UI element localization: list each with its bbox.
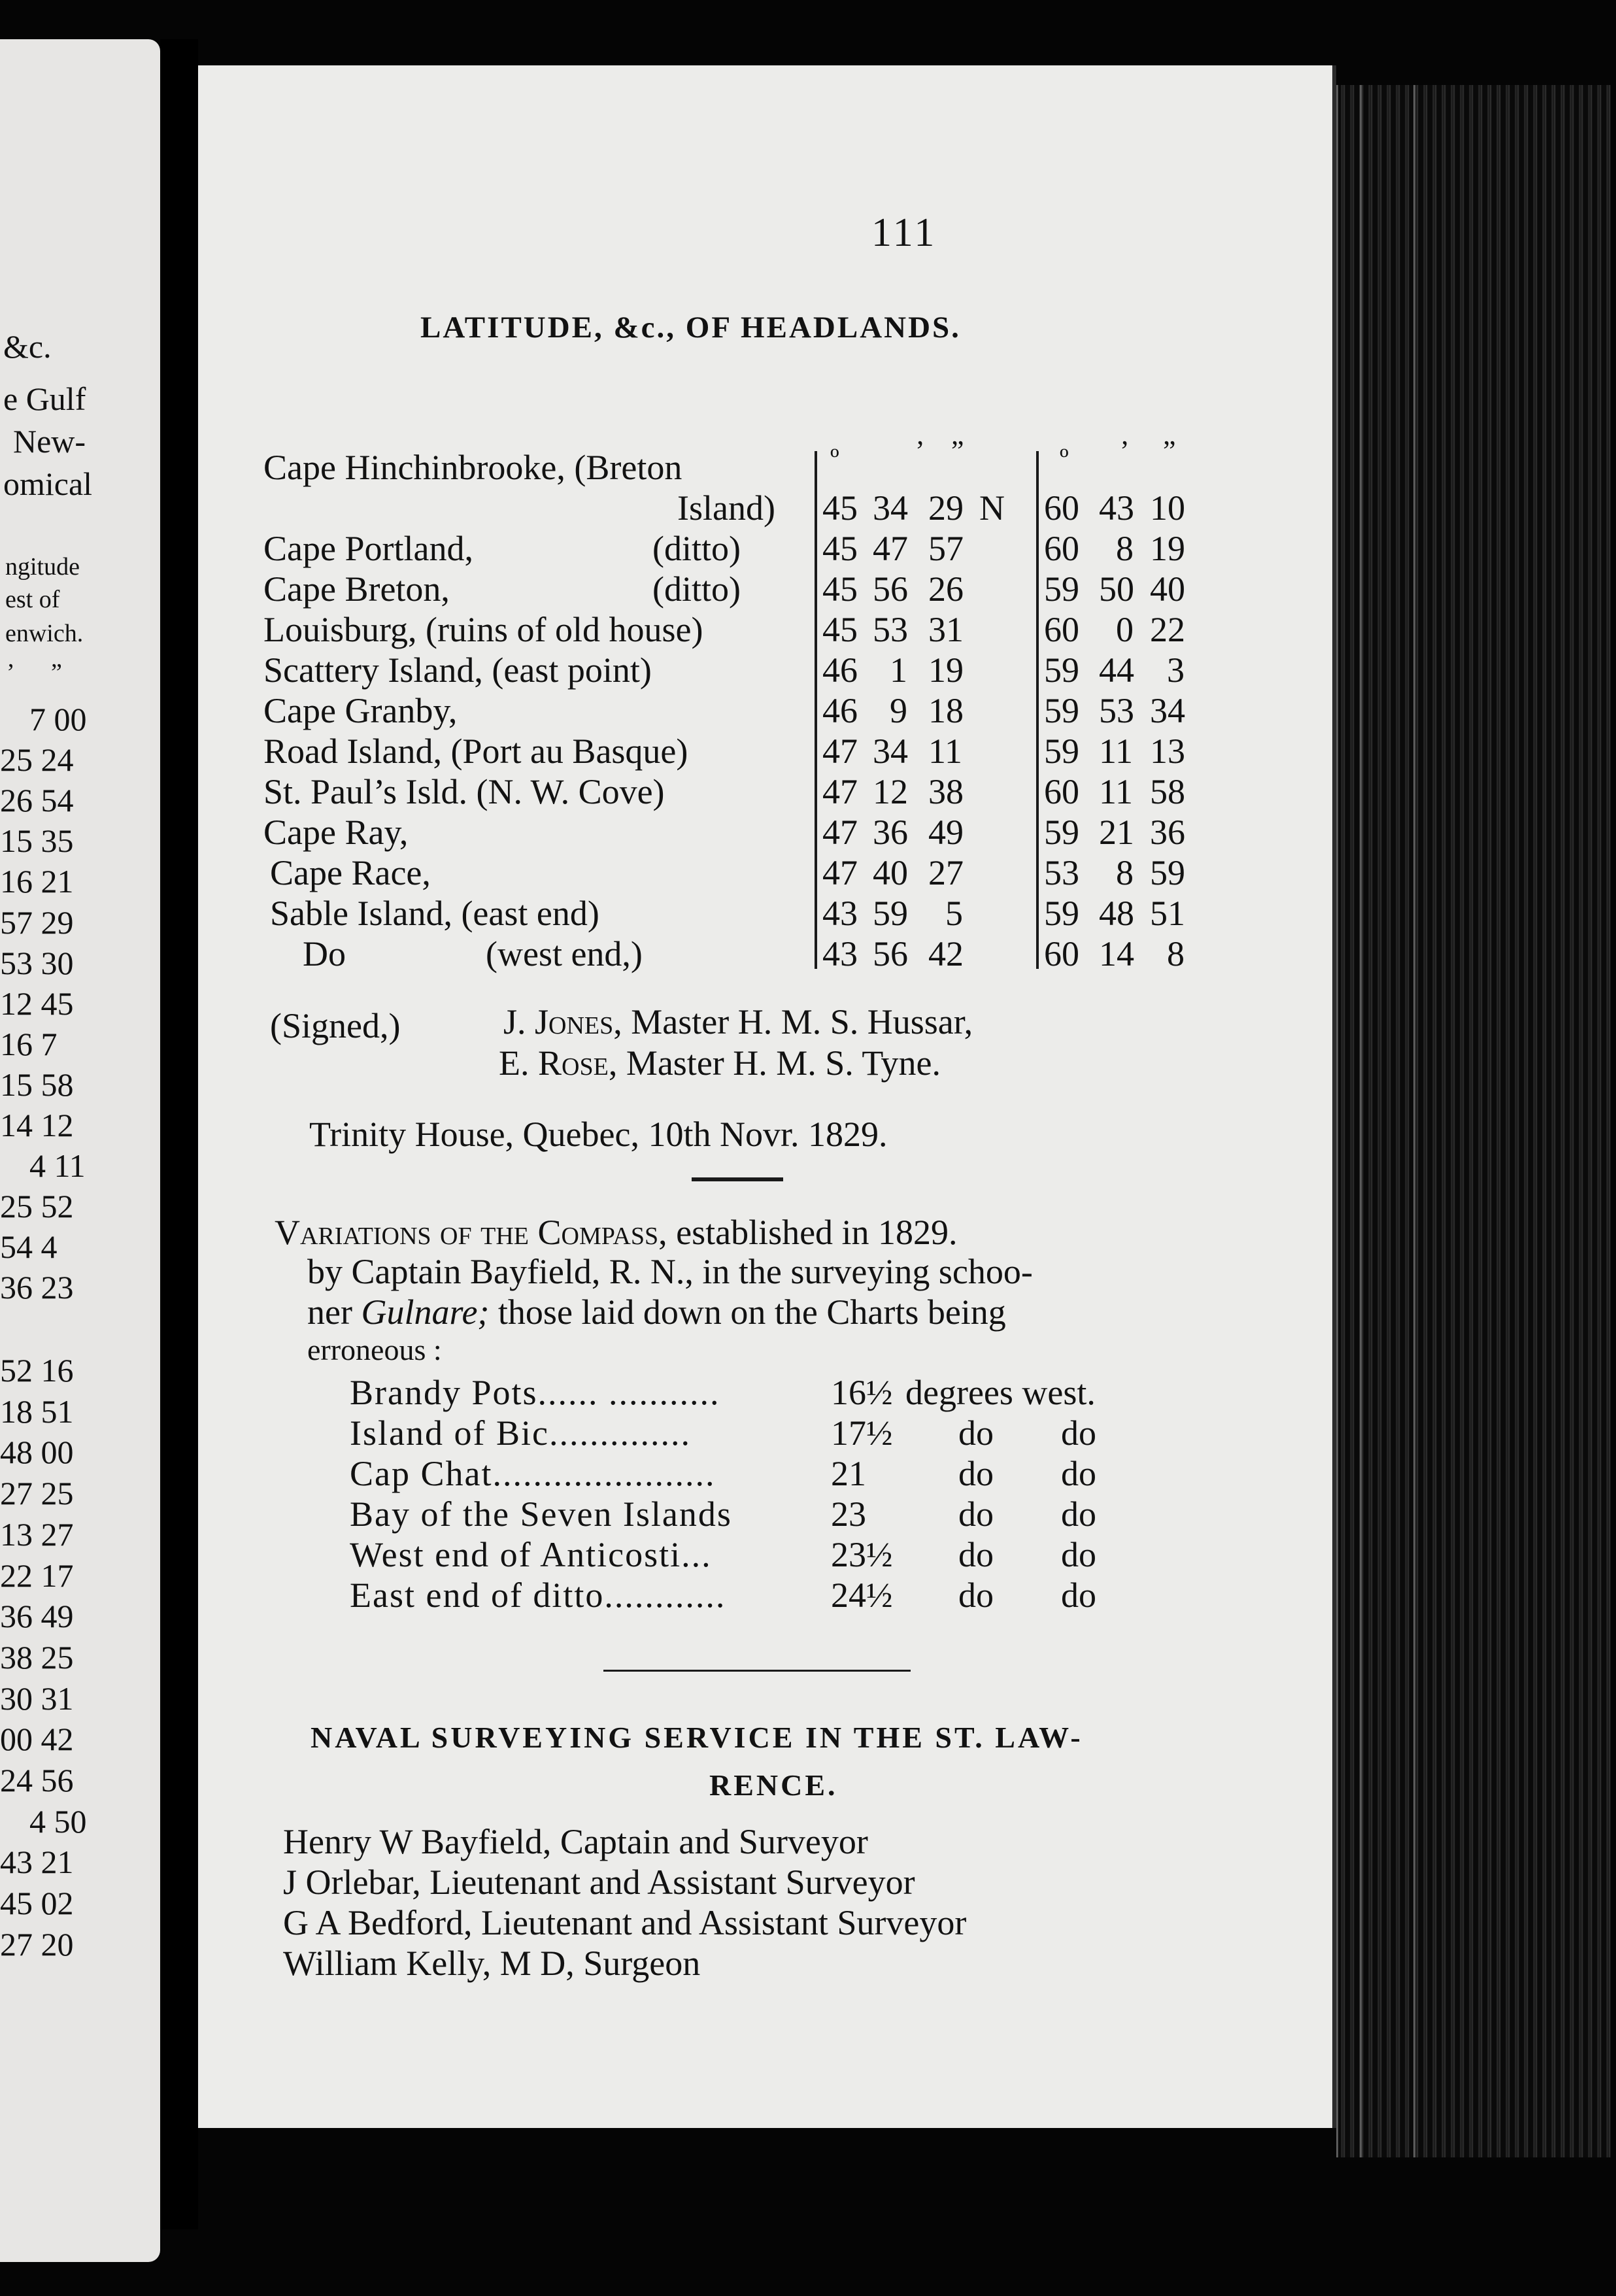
headland-name: Scattery Island, (east point) [263,650,652,690]
naval-service-title-line2: RENCE. [709,1768,838,1802]
variation-ditto: do [958,1535,994,1574]
left-page-column-header: ngitude [5,553,80,581]
left-page-value: 57 29 [0,903,74,941]
left-page-unit-mark: ’ [7,659,15,686]
longitude-value: 60 [1044,934,1079,973]
staff-member: Henry W Bayfield, Captain and Surveyor [283,1822,868,1861]
latitude-value: 43 [822,934,858,973]
longitude-value: 53 [1044,853,1079,892]
variation-degrees: 17½ [831,1413,893,1453]
longitude-value: 10 [1150,488,1185,528]
latitude-value: 59 [873,894,908,933]
headland-name: Louisburg, (ruins of old house) [263,610,703,649]
left-page-value: 54 4 [0,1228,58,1266]
latitude-value: 19 [928,650,964,690]
longitude-value: 22 [1150,610,1185,649]
longitude-value: 59 [1044,650,1079,690]
staff-member: G A Bedford, Lieutenant and Assistant Surveyor [283,1903,967,1942]
headlands-title: LATITUDE, &c., OF HEADLANDS. [420,311,961,345]
longitude-value: 51 [1150,894,1185,933]
left-page-fragment [0,39,160,2262]
latitude-value: 34 [873,488,908,528]
left-page-value: 24 56 [0,1762,74,1798]
left-page-value: 36 23 [0,1269,74,1306]
longitude-value: 8 [1116,529,1134,568]
left-page-value: 15 35 [0,822,74,860]
long-deg-mark: º [1060,443,1069,475]
longitude-value: 43 [1099,488,1134,528]
left-page-value: 48 00 [0,1434,74,1471]
latitude-value: 38 [928,772,964,811]
latitude-value: 47 [822,732,858,771]
variation-ditto: do [1061,1413,1096,1453]
headland-note: (west end,) [486,934,643,973]
variation-ditto: do [958,1494,994,1534]
variation-place: Brandy Pots...... ........... [350,1373,720,1412]
latitude-value: 27 [928,853,964,892]
left-page-value: 26 54 [0,782,74,819]
longitude-value: 36 [1150,813,1185,852]
variations-line3: ner Gulnare; those laid down on the Charts being [307,1292,1006,1332]
latitude-value: 29 [928,488,964,528]
latitude-value: 26 [928,569,964,609]
latitude-value: 1 [890,650,907,690]
left-page-value: 00 42 [0,1721,74,1758]
variation-place: West end of Anticosti... [350,1535,712,1574]
longitude-value: 60 [1044,610,1079,649]
latitude-value: 49 [928,813,964,852]
longitude-value: 0 [1116,610,1134,649]
variation-ditto: do [1061,1576,1096,1615]
naval-service-title-line1: NAVAL SURVEYING SERVICE IN THE ST. LAW- [311,1721,1083,1754]
left-page-column-header: est of [5,586,60,613]
longitude-value: 11 [1099,772,1133,811]
longitude-value: 60 [1044,772,1079,811]
staff-member: J Orlebar, Lieutenant and Assistant Surveyor [283,1863,915,1902]
longitude-value: 48 [1099,894,1134,933]
longitude-value: 8 [1167,934,1185,973]
variation-degrees: 16½ [831,1373,893,1412]
latitude-value: 46 [822,650,858,690]
latitude-value: 43 [822,894,858,933]
headland-name: Road Island, (Port au Basque) [263,732,688,771]
longitude-value: 50 [1099,569,1134,609]
left-page-value: 4 50 [29,1802,87,1840]
left-page-column-header: enwich. [5,620,84,647]
longitude-value: 59 [1044,894,1079,933]
variation-ditto: do [958,1413,994,1453]
headland-name: Sable Island, (east end) [270,894,599,933]
latitude-value: 42 [928,934,964,973]
latitude-value: 45 [822,610,858,649]
left-page-value: 4 11 [29,1147,86,1185]
lat-column-rule [815,451,817,969]
headland-name: Cape Hinchinbrooke, (Breton [263,448,682,487]
left-page-value: 45 02 [0,1885,74,1922]
main-page [198,65,1336,2128]
variations-line4: erroneous : [307,1333,442,1366]
latitude-value: 12 [873,772,908,811]
variation-degrees: 23½ [831,1535,893,1574]
left-page-value: 30 31 [0,1680,74,1717]
headland-name: Cape Breton, [263,569,450,609]
long-min-mark: ’ [1120,435,1130,467]
longitude-value: 59 [1044,569,1079,609]
longitude-value: 59 [1150,853,1185,892]
variations-line2: by Captain Bayfield, R. N., in the surveying schoo- [307,1252,1033,1291]
variations-heading: Variations of the Compass, established in 1829. [275,1213,958,1252]
place-date-line: Trinity House, Quebec, 10th Novr. 1829. [309,1115,888,1154]
latitude-value: 53 [873,610,908,649]
longitude-value: 8 [1116,853,1134,892]
left-page-value: 38 25 [0,1638,74,1676]
variation-place: Island of Bic.............. [350,1413,691,1453]
lat-min-mark: ’ [915,435,925,467]
latitude-value: 11 [928,732,962,771]
variation-direction: degrees west. [905,1373,1096,1412]
latitude-value: 56 [873,569,908,609]
left-page-value: 36 49 [0,1598,74,1635]
lat-sec-mark: ” [951,435,964,467]
variation-place: Bay of the Seven Islands [350,1494,732,1534]
longitude-value: 58 [1150,772,1185,811]
latitude-value: 47 [822,772,858,811]
variation-ditto: do [1061,1535,1096,1574]
left-page-value: 52 16 [0,1352,74,1389]
left-page-value: 7 00 [29,701,87,737]
headland-name: Cape Portland, [263,529,473,568]
longitude-value: 19 [1150,529,1185,568]
variation-ditto: do [1061,1494,1096,1534]
left-page-value: 14 12 [0,1107,74,1143]
left-page-value: 15 58 [0,1066,74,1103]
latitude-value: 31 [928,610,964,649]
headland-name: Cape Ray, [263,813,409,852]
headland-name: Cape Granby, [263,691,458,730]
latitude-value: 18 [928,691,964,730]
left-page-value: 18 51 [0,1393,74,1430]
left-page-heading-fragment: e Gulf [3,380,86,417]
signatory-rose: E. Rose, Master H. M. S. Tyne. [499,1043,941,1083]
left-page-heading-fragment: omical [3,465,93,502]
headland-name: Do [303,934,346,973]
long-column-rule [1036,451,1039,969]
left-page-value: 53 30 [0,944,74,981]
variation-degrees: 23 [831,1494,866,1534]
longitude-value: 11 [1099,732,1133,771]
latitude-value: 57 [928,529,964,568]
headland-name: St. Paul’s Isld. (N. W. Cove) [263,772,665,811]
variation-place: Cap Chat...................... [350,1454,716,1493]
short-divider [692,1177,783,1181]
variation-ditto: do [1061,1454,1096,1493]
longitude-value: 60 [1044,529,1079,568]
long-sec-mark: ” [1163,435,1176,467]
latitude-value: 47 [822,853,858,892]
variation-degrees: 24½ [831,1576,893,1615]
longitude-value: 59 [1044,813,1079,852]
latitude-value: 47 [822,813,858,852]
variation-degrees: 21 [831,1454,866,1493]
left-page-value: 13 27 [0,1515,74,1553]
left-page-value: 22 17 [0,1557,74,1594]
headland-note: (ditto) [652,529,741,568]
latitude-value: 40 [873,853,908,892]
left-page-value: 43 21 [0,1844,74,1881]
longitude-value: 3 [1167,650,1185,690]
page-fore-edge [1336,85,1611,2157]
page-number: 111 [871,211,937,255]
latitude-value: 45 [822,529,858,568]
headland-note: (ditto) [652,569,741,609]
lat-deg-mark: º [830,443,839,475]
left-page-value: 16 7 [0,1025,58,1062]
left-page-unit-mark: ” [51,659,62,686]
longitude-value: 13 [1150,732,1185,771]
left-page-value: 25 24 [0,741,74,779]
latitude-value: 45 [822,569,858,609]
signed-label: (Signed,) [270,1006,401,1045]
left-page-value: 16 21 [0,863,74,900]
left-page-value: 27 20 [0,1925,74,1963]
longitude-value: 59 [1044,691,1079,730]
latitude-value: 5 [945,894,963,933]
latitude-value: 9 [890,691,907,730]
headland-name: Cape Race, [270,853,431,892]
headland-name-continued: Island) [677,488,775,528]
left-page-heading-fragment: &c. [3,328,52,365]
latitude-value: 34 [873,732,908,771]
latitude-value: 47 [873,529,908,568]
variation-place: East end of ditto............ [350,1576,726,1615]
left-page-heading-fragment: New- [13,423,86,460]
left-page-value: 12 45 [0,985,74,1022]
longitude-value: 34 [1150,691,1185,730]
signatory-jones: J. Jones, Master H. M. S. Hussar, [503,1002,973,1041]
longitude-value: 14 [1099,934,1134,973]
latitude-value: 56 [873,934,908,973]
latitude-value: 45 [822,488,858,528]
longitude-value: 53 [1099,691,1134,730]
variation-ditto: do [958,1576,994,1615]
latitude-value: 46 [822,691,858,730]
longitude-value: 60 [1044,488,1079,528]
longitude-value: 40 [1150,569,1185,609]
variation-ditto: do [958,1454,994,1493]
longitude-value: 21 [1099,813,1134,852]
latitude-value: 36 [873,813,908,852]
book-spine-gutter [160,39,198,2229]
longitude-value: 59 [1044,732,1079,771]
staff-member: William Kelly, M D, Surgeon [283,1944,701,1983]
long-divider [603,1670,911,1672]
longitude-value: 44 [1099,650,1134,690]
left-page-value: 27 25 [0,1475,74,1512]
latitude-hemisphere: N [979,488,1005,528]
left-page-value: 25 52 [0,1188,74,1225]
